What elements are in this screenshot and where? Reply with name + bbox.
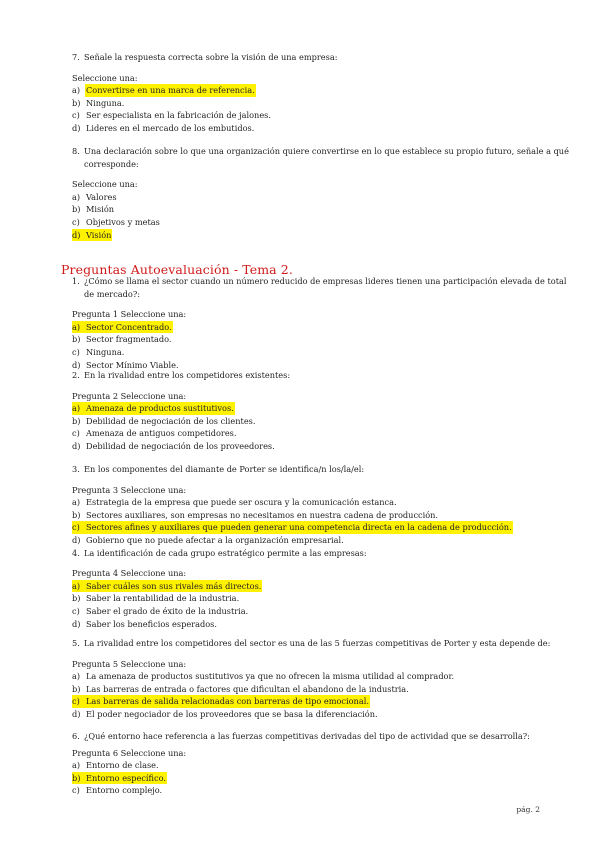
option-text-highlighted: Las barreras de salida relacionadas con barreras de tipo emocional.	[86, 696, 369, 707]
tema2-question-1	[72, 275, 572, 371]
question-number: 1.	[72, 276, 80, 286]
option-letter: d)	[72, 359, 81, 370]
select-prompt: Pregunta 1 Seleccione una:	[72, 309, 187, 320]
tema2-question-2	[72, 369, 572, 453]
option-text: Ser especialista en la fabricación de jalones.	[86, 110, 271, 121]
option-letter-highlighted: a)	[72, 402, 85, 415]
option-text: Misión	[86, 204, 115, 215]
option-letter-highlighted: b)	[72, 772, 85, 785]
question-8	[72, 145, 572, 241]
option-text-highlighted: Visión	[86, 229, 112, 240]
option-text: Entorno de clase.	[86, 760, 159, 771]
option-text-highlighted: Convertirse en una marca de referencia.	[86, 85, 255, 96]
option-letter-highlighted: d)	[72, 229, 85, 242]
section-heading: Preguntas Autoevaluación - Tema 2.	[61, 262, 293, 277]
question-number: 2.	[72, 370, 80, 380]
question-number: 6.	[72, 731, 80, 741]
option-text: Objetivos y metas	[86, 216, 160, 227]
option-letter: a)	[72, 671, 81, 682]
select-prompt: Pregunta 2 Seleccione una:	[72, 390, 187, 401]
option-text-highlighted: Sectores afines y auxiliares que pueden generar una competencia directa en la cadena de producción.	[86, 522, 512, 533]
question-text: La identificación de cada grupo estratégico permite a las empresas:	[84, 547, 367, 558]
option-letter: a)	[72, 191, 81, 202]
option-letter: c)	[72, 428, 80, 439]
option-letter: d)	[72, 618, 81, 629]
option-letter: a)	[72, 760, 81, 771]
option-letter: d)	[72, 534, 81, 545]
option-text: Valores	[86, 191, 117, 202]
option-text: Debilidad de negociación de los proveedores.	[86, 440, 275, 451]
option-text: Sectores auxiliares, son empresas no necesitamos en nuestra cadena de producción.	[86, 509, 439, 520]
option-letter: b)	[72, 204, 81, 215]
option-text: Las barreras de entrada o factores que dificultan el abandono de la industria.	[86, 683, 409, 694]
question-text: Señale la respuesta correcta sobre la visión de una empresa:	[84, 52, 338, 62]
option-letter-highlighted: c)	[72, 695, 85, 708]
option-text: Gobierno que no puede afectar a la organización empresarial.	[86, 534, 344, 545]
select-prompt: Pregunta 3 Seleccione una:	[72, 484, 187, 495]
option-text: Saber el grado de éxito de la industria.	[86, 605, 249, 616]
select-prompt: Pregunta 4 Seleccione una:	[72, 568, 187, 579]
option-letter: b)	[72, 509, 81, 520]
option-text-highlighted: Saber cuáles son sus rivales más directos.	[86, 580, 262, 591]
question-text: ¿Cómo se llama el sector cuando un número reducido de empresas lideres tienen una participación elevada de total de mercado?:	[84, 276, 567, 299]
option-letter: b)	[72, 97, 81, 108]
tema2-question-3	[72, 463, 572, 630]
select-prompt: Seleccione una:	[72, 72, 138, 83]
option-letter: d)	[72, 440, 81, 451]
question-text: En los componentes del diamante de Porter se identifica/n los/la/el:	[84, 464, 365, 474]
tema2-question-5	[72, 637, 572, 721]
option-text: Estrategia de la empresa que puede ser oscura y la comunicación estanca.	[86, 497, 397, 508]
option-letter: a)	[72, 497, 81, 508]
tema2-question-6	[72, 730, 572, 797]
option-text: La amenaza de productos sustitutivos ya que no ofrecen la misma utilidad al comprador.	[86, 671, 455, 682]
select-prompt: Seleccione una:	[72, 179, 138, 190]
option-text: Sector fragmentado.	[86, 334, 172, 345]
option-text: Sector Mínimo Viable.	[86, 359, 179, 370]
option-text-highlighted: Amenaza de productos sustitutivos.	[86, 403, 234, 414]
option-text: Ninguna.	[86, 97, 125, 108]
option-text-highlighted: Sector Concentrado.	[86, 321, 172, 332]
option-text: Ninguna.	[86, 346, 125, 357]
option-text: Lideres en el mercado de los embutidos.	[86, 122, 255, 133]
option-letter: b)	[72, 683, 81, 694]
option-letter: c)	[72, 605, 80, 616]
question-number: 4.	[72, 547, 80, 558]
option-letter: c)	[72, 110, 80, 121]
option-letter: a)	[72, 85, 81, 96]
question-number: 8.	[72, 146, 80, 156]
question-text: La rivalidad entre los competidores del sector es una de las 5 fuerzas competitivas de Porter y esta depende de:	[84, 638, 551, 648]
option-letter: b)	[72, 334, 81, 345]
option-text: Saber los beneficios esperados.	[86, 618, 217, 629]
option-text: El poder negociador de los proveedores que se basa la diferenciación.	[86, 708, 378, 719]
option-text-highlighted: Entorno específico.	[86, 772, 166, 783]
question-text: ¿Qué entorno hace referencia a las fuerzas competitivas derivadas del tipo de actividad que se desarrolla?:	[84, 731, 530, 741]
option-letter: d)	[72, 708, 81, 719]
option-letter: c)	[72, 346, 80, 357]
option-letter-highlighted: c)	[72, 521, 85, 534]
option-letter: d)	[72, 122, 81, 133]
question-number: 5.	[72, 638, 80, 648]
question-text: En la rivalidad entre los competidores existentes:	[84, 370, 291, 380]
option-text: Saber la rentabilidad de la industria.	[86, 593, 240, 604]
option-text: Debilidad de negociación de los clientes.	[86, 415, 256, 426]
select-prompt: Pregunta 5 Seleccione una:	[72, 658, 187, 669]
select-prompt: Pregunta 6 Seleccione una:	[72, 747, 187, 758]
page-number: pág. 2	[516, 805, 540, 814]
option-text: Amenaza de antiguos competidores.	[86, 428, 237, 439]
option-letter-highlighted: a)	[72, 321, 85, 334]
option-letter-highlighted: a)	[72, 580, 85, 593]
question-text: Una declaración sobre lo que una organización quiere convertirse en lo que establece su propio futuro, señale a qué corresponde:	[84, 146, 569, 169]
option-letter: c)	[72, 216, 80, 227]
question-7	[72, 51, 572, 135]
question-number: 3.	[72, 464, 80, 474]
question-number: 7.	[72, 52, 80, 62]
option-text: Entorno complejo.	[86, 785, 163, 796]
option-letter: b)	[72, 415, 81, 426]
option-letter: c)	[72, 785, 80, 796]
option-letter: b)	[72, 593, 81, 604]
